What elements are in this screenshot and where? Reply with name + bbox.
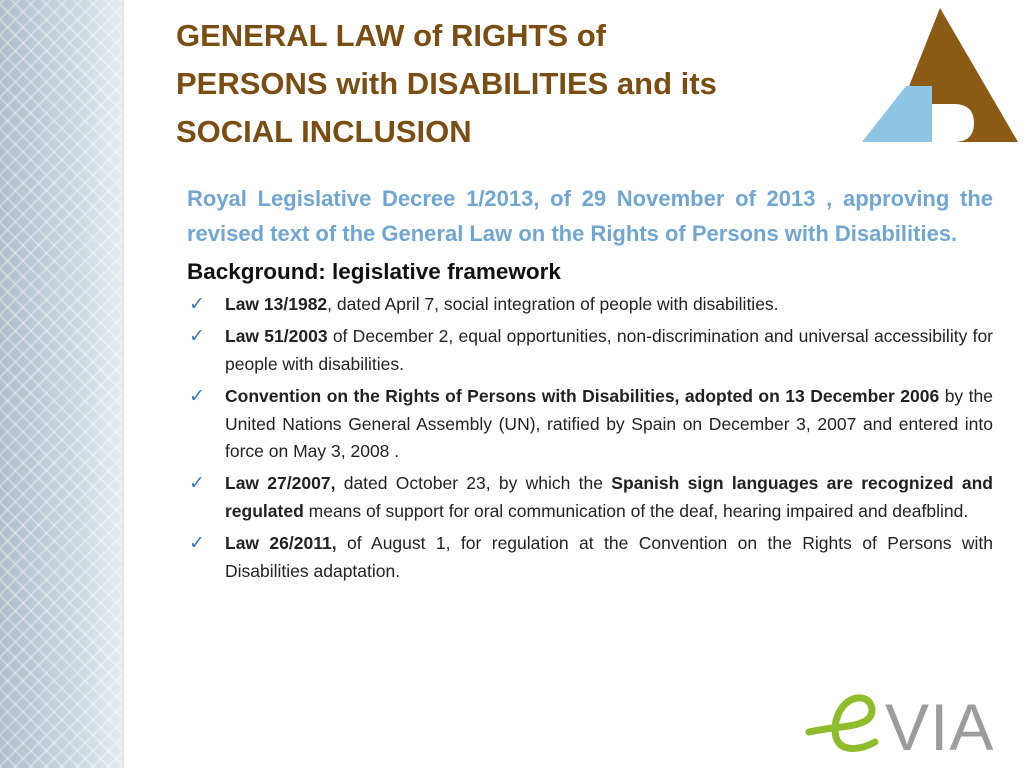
background-heading: Background: legislative framework bbox=[187, 259, 561, 284]
decree-paragraph: Royal Legislative Decree 1/2013, of 29 November of 2013 , approving the revised text of the General Law on the Rights of Persons with Disabilities. bbox=[187, 186, 993, 246]
checkmark-icon: ✓ bbox=[189, 472, 205, 495]
checkmark-icon: ✓ bbox=[189, 293, 205, 315]
evia-e-leaf-shape bbox=[809, 698, 875, 749]
list-item bbox=[187, 383, 993, 465]
law-description: of December 2, equal opportunities, non-discrimination and universal accessibility for people with disabilities. bbox=[225, 326, 993, 374]
law-description-cont: means of support for oral communication of the deaf, hearing impaired and deafblind. bbox=[303, 500, 969, 521]
evia-logo-icon bbox=[805, 682, 1020, 757]
evia-lettering: VIA bbox=[885, 690, 995, 757]
list-item bbox=[187, 323, 993, 378]
law-ref-bold: Law 27/2007, bbox=[225, 473, 336, 494]
checkmark-icon: ✓ bbox=[189, 385, 205, 408]
list-item bbox=[187, 530, 993, 585]
law-description: , dated April 7, social integration of people with disabilities. bbox=[327, 294, 779, 314]
law-ref-bold: Convention on the Rights of Persons with Disabilities, adopted on 13 December 2006 bbox=[225, 386, 940, 407]
list-item bbox=[187, 470, 993, 525]
logo-blue-shape bbox=[862, 86, 932, 142]
checkmark-icon: ✓ bbox=[189, 325, 205, 348]
law-ref-bold: Law 13/1982 bbox=[225, 294, 328, 314]
law-list bbox=[187, 291, 993, 585]
law-ref-bold: Law 26/2011, bbox=[225, 533, 337, 554]
slide-title bbox=[176, 12, 816, 156]
law-description: dated October 23, by which the bbox=[335, 473, 612, 494]
logo-d-cutout bbox=[936, 104, 974, 142]
title-line-3: SOCIAL INCLUSION bbox=[176, 114, 472, 149]
title-line-2: PERSONS with DISABILITIES and its bbox=[176, 66, 717, 101]
law-description: by the United Nations General Assembly (UN), ratified by Spain on December 3, 2007 and entered into force on May 3, 2008 . bbox=[225, 386, 993, 462]
checkmark-icon: ✓ bbox=[189, 532, 205, 555]
decorative-side-strip bbox=[0, 0, 124, 768]
title-line-1: GENERAL LAW of RIGHTS of bbox=[176, 18, 606, 53]
triangle-logo-icon bbox=[862, 8, 1018, 144]
law-ref-bold: Law 51/2003 bbox=[225, 326, 328, 347]
slide-content bbox=[187, 182, 993, 590]
law-highlight-bold: Spanish sign languages are recognized and regulated bbox=[225, 473, 993, 521]
list-item bbox=[187, 291, 993, 318]
law-description: of August 1, for regulation at the Convention on the Rights of Persons with Disabilities adaptation. bbox=[225, 533, 993, 581]
